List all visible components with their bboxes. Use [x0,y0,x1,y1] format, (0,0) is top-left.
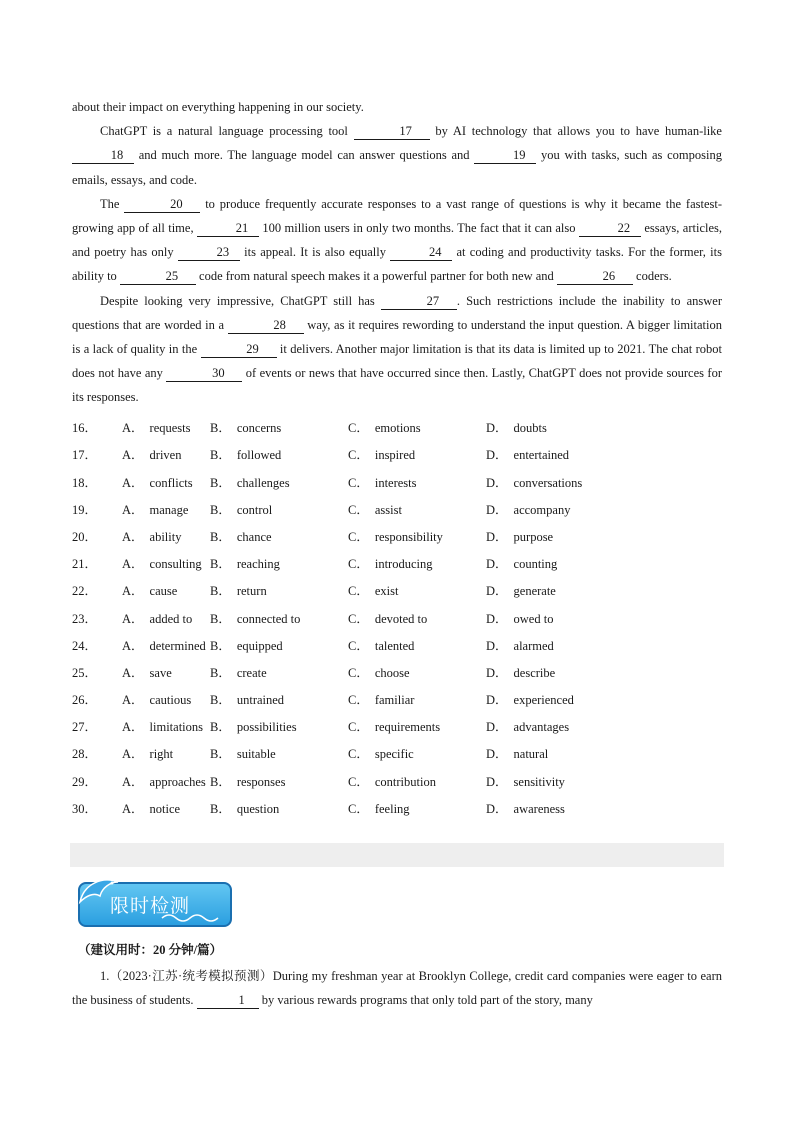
option-letter: D． [486,801,508,816]
option-a [122,690,210,708]
option-c [348,609,486,627]
option-a [122,581,210,599]
option-a [122,772,210,790]
option-letter: C． [348,665,369,680]
option-text: feeling [374,801,410,816]
option-row [72,713,722,740]
option-a [122,527,210,545]
option-letter: C． [348,529,369,544]
option-b [210,609,348,627]
option-d [486,418,636,436]
option-a [122,663,210,681]
option-d [486,445,636,463]
option-c [348,636,486,654]
option-letter: B． [210,611,231,626]
option-text: describe [513,665,556,680]
wave-decoration [160,910,230,924]
question-number: 22． [72,584,98,599]
option-d [486,636,636,654]
blank-26: 26 [557,269,633,285]
blank-20: 20 [124,197,200,213]
option-letter: D． [486,638,508,653]
option-letter: D． [486,475,508,490]
option-row [72,604,722,631]
option-d [486,690,636,708]
blank-30: 30 [166,366,242,382]
option-text: requests [149,421,191,436]
option-a [122,717,210,735]
option-a [122,609,210,627]
option-letter: C． [348,475,369,490]
option-letter: A． [122,584,144,599]
option-d [486,581,636,599]
option-c [348,418,486,436]
option-text: experienced [513,693,574,708]
option-text: connected to [236,611,301,626]
option-c [348,500,486,518]
option-text: conversations [513,475,583,490]
option-c [348,581,486,599]
option-letter: C． [348,747,369,762]
option-letter: A． [122,638,144,653]
option-c [348,663,486,681]
option-text: question [236,801,280,816]
option-text: driven [149,448,182,463]
option-letter: B． [210,720,231,735]
option-letter: A． [122,774,144,789]
option-text: save [149,665,172,680]
option-c [348,445,486,463]
option-a [122,418,210,436]
option-letter: A． [122,693,144,708]
option-letter: C． [348,421,369,436]
blank-17: 17 [354,124,430,140]
option-letter: C． [348,801,369,816]
option-a [122,554,210,572]
option-c [348,690,486,708]
option-b [210,418,348,436]
option-d [486,527,636,545]
option-text: ability [149,529,182,544]
question-number: 29． [72,774,98,789]
option-row [72,414,722,441]
option-text: limitations [149,720,204,735]
question-number: 18． [72,475,98,490]
option-letter: B． [210,774,231,789]
option-b [210,636,348,654]
option-letter: C． [348,774,369,789]
blank-29: 29 [201,342,277,358]
option-row [72,441,722,468]
option-text: devoted to [374,611,428,626]
passage [72,95,722,821]
option-text: untrained [236,693,285,708]
option-letter: D． [486,693,508,708]
option-text: entertained [513,448,570,463]
option-text: right [149,747,174,762]
option-text: chance [236,529,272,544]
option-letter: B． [210,638,231,653]
question-number: 19． [72,502,98,517]
option-letter: C． [348,720,369,735]
question-1-intro: 1.（2023·江苏·统考模拟预测）During my freshman year at Brooklyn College, credit card companies were eager to earn the business of students. 1 by various rewards programs that only told part of the story, many [72,969,722,1008]
option-letter: A． [122,475,144,490]
option-text: possibilities [236,720,297,735]
option-letter: D． [486,448,508,463]
option-text: responses [236,774,286,789]
option-text: introducing [374,557,433,572]
question-number: 24． [72,638,98,653]
option-c [348,554,486,572]
option-letter: D． [486,665,508,680]
question-number: 25． [72,665,98,680]
question-number: 16． [72,421,98,436]
option-letter: A． [122,720,144,735]
option-b [210,744,348,762]
option-row [72,522,722,549]
option-row [72,495,722,522]
question-number: 27． [72,720,98,735]
option-c [348,473,486,491]
option-letter: B． [210,421,231,436]
option-letter: B． [210,747,231,762]
option-letter: D． [486,529,508,544]
option-text: interests [374,475,417,490]
option-letter: A． [122,502,144,517]
question-number: 26． [72,693,98,708]
option-text: assist [374,502,402,517]
option-d [486,799,636,817]
blank-25: 25 [120,269,196,285]
option-letter: B． [210,529,231,544]
option-b [210,663,348,681]
option-text: contribution [374,774,436,789]
option-row [72,631,722,658]
option-b [210,527,348,545]
option-b [210,772,348,790]
option-text: requirements [374,720,441,735]
option-text: awareness [513,801,565,816]
option-row [72,686,722,713]
question-number: 23． [72,611,98,626]
option-b [210,581,348,599]
option-b [210,445,348,463]
question-number: 28． [72,747,98,762]
option-text: create [236,665,267,680]
paragraph-1: ChatGPT is a natural language processing tool 17 by AI technology that allows you to have human-like 18 and much more. The language model can answer questions and 19 you with tasks, such as composing emails, essays, and code. [72,124,722,187]
option-text: exist [374,584,399,599]
option-letter: D． [486,584,508,599]
option-letter: C． [348,693,369,708]
option-text: familiar [374,693,415,708]
option-letter: B． [210,665,231,680]
option-c [348,527,486,545]
option-row [72,658,722,685]
option-c [348,772,486,790]
option-text: emotions [374,421,421,436]
option-c [348,717,486,735]
option-b [210,690,348,708]
option-d [486,500,636,518]
option-text: determined [149,638,206,653]
paragraph-3: Despite looking very impressive, ChatGPT still has 27 . Such restrictions include the inability to answer questions that are worded in a 28 way, as it requires rewording to understand the input question. A bigger limitation is a lack of quality in the 29 it delivers. Another major limitation is that its data is limited up to 2021. The chat robot does not have any 30 of events or news that have occurred since then. Lastly, ChatGPT does not provide sources for its responses. [72,293,723,405]
option-text: manage [149,502,189,517]
option-letter: D． [486,557,508,572]
option-row [72,550,722,577]
option-row [72,767,722,794]
time-hint: （建议用时：20 分钟/篇） [78,943,223,957]
blank-21: 21 [197,221,259,237]
option-b [210,799,348,817]
option-letter: B． [210,502,231,517]
option-letter: D． [486,747,508,762]
option-letter: A． [122,801,144,816]
option-text: added to [149,611,193,626]
option-a [122,473,210,491]
blank-1: 1 [197,993,259,1009]
option-letter: D． [486,421,508,436]
question-number: 21． [72,557,98,572]
option-text: purpose [513,529,554,544]
question-number: 30． [72,801,98,816]
option-letter: C． [348,584,369,599]
option-letter: C． [348,638,369,653]
option-b [210,473,348,491]
option-a [122,744,210,762]
option-letter: D． [486,720,508,735]
question-number: 17． [72,448,98,463]
option-a [122,636,210,654]
option-letter: B． [210,801,231,816]
option-text: inspired [374,448,416,463]
option-a [122,500,210,518]
option-letter: D． [486,611,508,626]
blank-24: 24 [390,245,452,261]
question-number: 20． [72,529,98,544]
option-text: cautious [149,693,192,708]
option-letter: C． [348,502,369,517]
option-text: counting [513,557,558,572]
option-text: control [236,502,273,517]
option-d [486,717,636,735]
option-c [348,799,486,817]
option-text: approaches [149,774,206,789]
option-letter: C． [348,611,369,626]
option-b [210,500,348,518]
blank-19: 19 [474,148,536,164]
option-letter: B． [210,448,231,463]
option-row [72,468,722,495]
section-badge [72,872,237,932]
option-letter: A． [122,557,144,572]
option-letter: B． [210,475,231,490]
option-letter: A． [122,421,144,436]
option-text: challenges [236,475,290,490]
blank-23: 23 [178,245,240,261]
option-c [348,744,486,762]
option-letter: B． [210,584,231,599]
blank-22: 22 [579,221,641,237]
option-letter: A． [122,665,144,680]
option-letter: C． [348,557,369,572]
blank-18: 18 [72,148,134,164]
option-row [72,577,722,604]
options-list [72,414,722,822]
option-text: doubts [513,421,547,436]
option-row [72,740,722,767]
option-text: followed [236,448,282,463]
option-text: natural [513,747,549,762]
option-b [210,717,348,735]
option-text: cause [149,584,178,599]
paragraph-2: The 20 to produce frequently accurate responses to a vast range of questions is why it became the fastest-growing app of all time, 21 100 million users in only two months. The fact that it can also 22 essays, articles, and poetry has only 23 its appeal. It is also equally 24 at coding and productivity tasks. For the former, its ability to 25 code from natural speech makes it a powerful partner for both new and 26 coders. [72,196,723,284]
badge-title: 限时检测 [110,895,191,917]
blank-28: 28 [228,318,304,334]
option-text: advantages [513,720,570,735]
option-b [210,554,348,572]
option-text: concerns [236,421,282,436]
option-row [72,794,722,821]
option-a [122,445,210,463]
option-d [486,744,636,762]
option-d [486,554,636,572]
option-text: accompany [513,502,571,517]
option-d [486,663,636,681]
option-text: responsibility [374,529,443,544]
option-text: consulting [149,557,202,572]
option-text: return [236,584,267,599]
option-text: equipped [236,638,283,653]
option-letter: A． [122,611,144,626]
option-text: conflicts [149,475,193,490]
option-text: generate [513,584,556,599]
option-text: sensitivity [513,774,565,789]
option-letter: A． [122,529,144,544]
option-text: alarmed [513,638,554,653]
option-letter: B． [210,693,231,708]
section-divider [70,843,724,867]
option-text: notice [149,801,181,816]
option-d [486,772,636,790]
option-letter: C． [348,448,369,463]
option-letter: A． [122,747,144,762]
passage-line: about their impact on everything happening in our society. [72,100,364,114]
blank-27: 27 [381,294,457,310]
option-text: talented [374,638,415,653]
option-text: suitable [236,747,276,762]
option-d [486,473,636,491]
option-text: choose [374,665,410,680]
option-text: specific [374,747,414,762]
option-letter: D． [486,502,508,517]
option-letter: B． [210,557,231,572]
option-d [486,609,636,627]
option-text: owed to [513,611,554,626]
option-a [122,799,210,817]
option-text: reaching [236,557,280,572]
option-letter: D． [486,774,508,789]
option-letter: A． [122,448,144,463]
